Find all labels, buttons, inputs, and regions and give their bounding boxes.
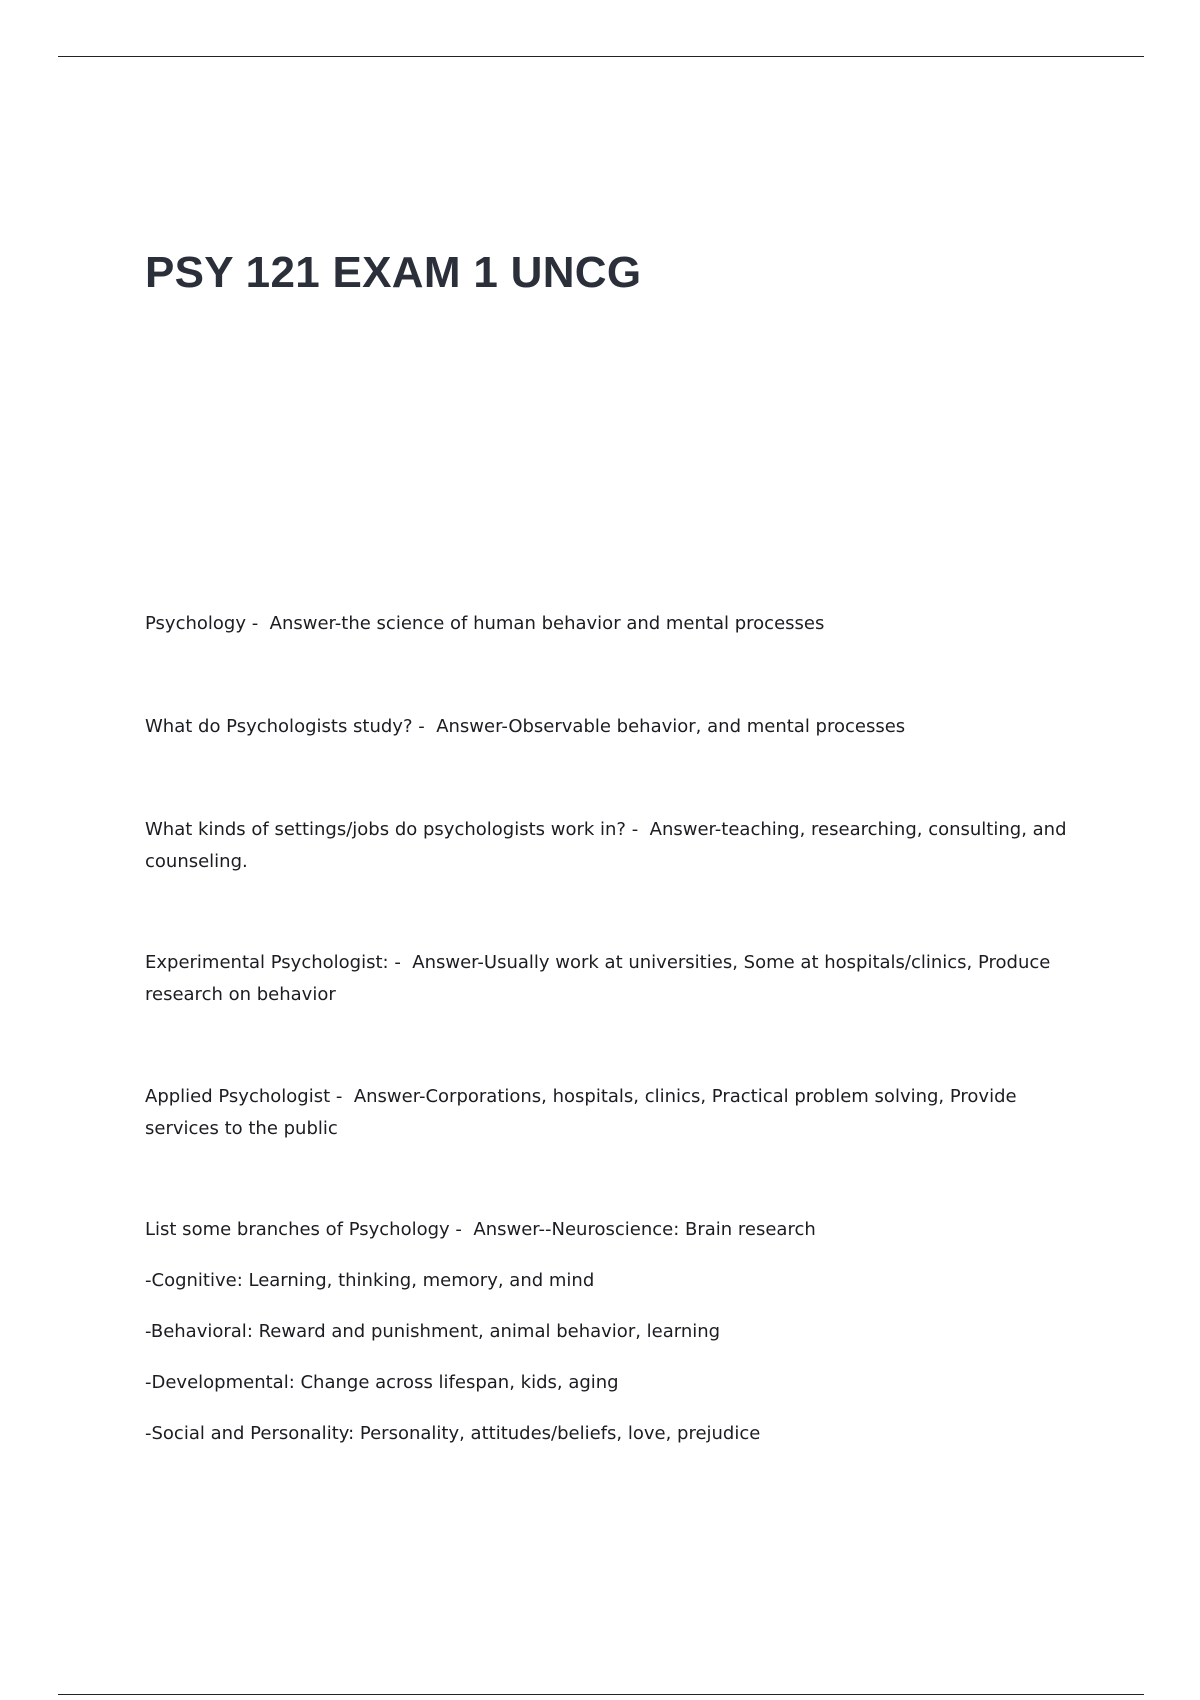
qa-term: List some branches of Psychology - [145,1219,473,1240]
qa-text [145,947,1075,1011]
qa-text [145,1214,1075,1246]
qa-answer: Answer-Corporations, hospitals, clinics, Practical problem solving, Provide services to the public [145,1086,1017,1139]
qa-term: What do Psychologists study? - [145,716,436,737]
qa-text [145,711,1075,743]
document-title: PSY 121 EXAM 1 UNCG [145,248,642,297]
qa-entry-experimental-psychologist [145,947,1075,1011]
qa-text [145,608,1075,640]
branch-line-social-personality: -Social and Personality: Personality, attitudes/beliefs, love, prejudice [145,1423,761,1444]
qa-term: Psychology - [145,613,270,634]
qa-answer: Answer-teaching, researching, consulting, and counseling. [145,819,1067,872]
qa-term: Experimental Psychologist: - [145,952,412,973]
qa-text [145,1081,1075,1145]
qa-entry-branches-of-psychology [145,1214,1075,1450]
bottom-divider [58,1694,1144,1695]
qa-answer: Answer--Neuroscience: Brain research [473,1219,816,1240]
qa-entry-settings-jobs [145,814,1075,878]
qa-entry-applied-psychologist [145,1081,1075,1145]
qa-answer: Answer-Observable behavior, and mental processes [436,716,906,737]
branch-line-behavioral: -Behavioral: Reward and punishment, animal behavior, learning [145,1321,721,1342]
top-divider [58,56,1144,57]
qa-term: Applied Psychologist - [145,1086,354,1107]
qa-answer: Answer-the science of human behavior and mental processes [269,613,825,634]
qa-entry-psychology [145,608,1075,640]
branch-line-developmental: -Developmental: Change across lifespan, kids, aging [145,1372,619,1393]
qa-answer: Answer-Usually work at universities, Some at hospitals/clinics, Produce research on behavior [145,952,1051,1005]
qa-term: What kinds of settings/jobs do psychologists work in? - [145,819,650,840]
qa-text [145,814,1075,878]
qa-entry-what-psychologists-study [145,711,1075,743]
branch-line-cognitive: -Cognitive: Learning, thinking, memory, and mind [145,1270,595,1291]
